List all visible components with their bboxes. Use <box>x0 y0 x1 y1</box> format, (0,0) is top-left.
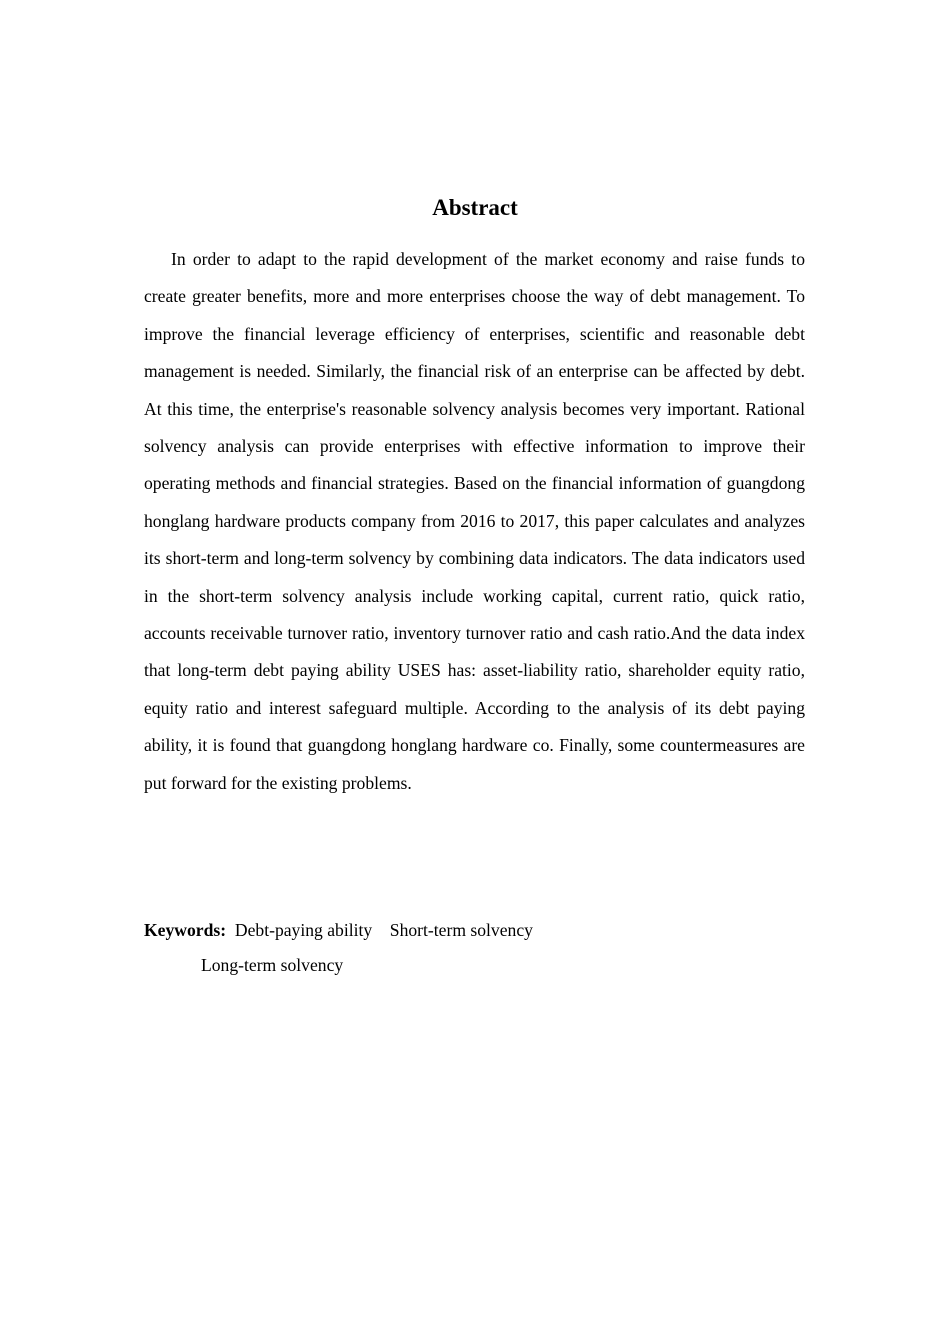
abstract-title: Abstract <box>432 195 518 220</box>
keywords-label: Keywords: <box>144 920 227 940</box>
keywords-section <box>144 913 805 983</box>
keyword-item: Debt-paying ability <box>234 920 373 940</box>
keyword-item: Long-term solvency <box>201 955 344 975</box>
abstract-body: In order to adapt to the rapid development of the market economy and raise funds to create greater benefits, more and more enterprises choose the way of debt management. To improve the financial leverage efficiency of enterprises, scientific and reasonable debt management is needed. Similarly, the financial risk of an enterprise can be affected by debt. At this time, the enterprise's reasonable solvency analysis becomes very important. Rational solvency analysis can provide enterprises with effective information to improve their operating methods and financial strategies. Based on the financial information of guangdong honglang hardware products company from 2016 to 2017, this paper calculates and analyzes its short-term and long-term solvency by combining data indicators. The data indicators used in the short-term solvency analysis include working capital, current ratio, quick ratio, accounts receivable turnover ratio, inventory turnover ratio and cash ratio.And the data index that long-term debt paying ability USES has: asset-liability ratio, shareholder equity ratio, equity ratio and interest safeguard multiple. According to the analysis of its debt paying ability, it is found that guangdong honglang hardware co. Finally, some countermeasures are put forward for the existing problems. <box>144 249 805 793</box>
keyword-item: Short-term solvency <box>389 920 533 940</box>
